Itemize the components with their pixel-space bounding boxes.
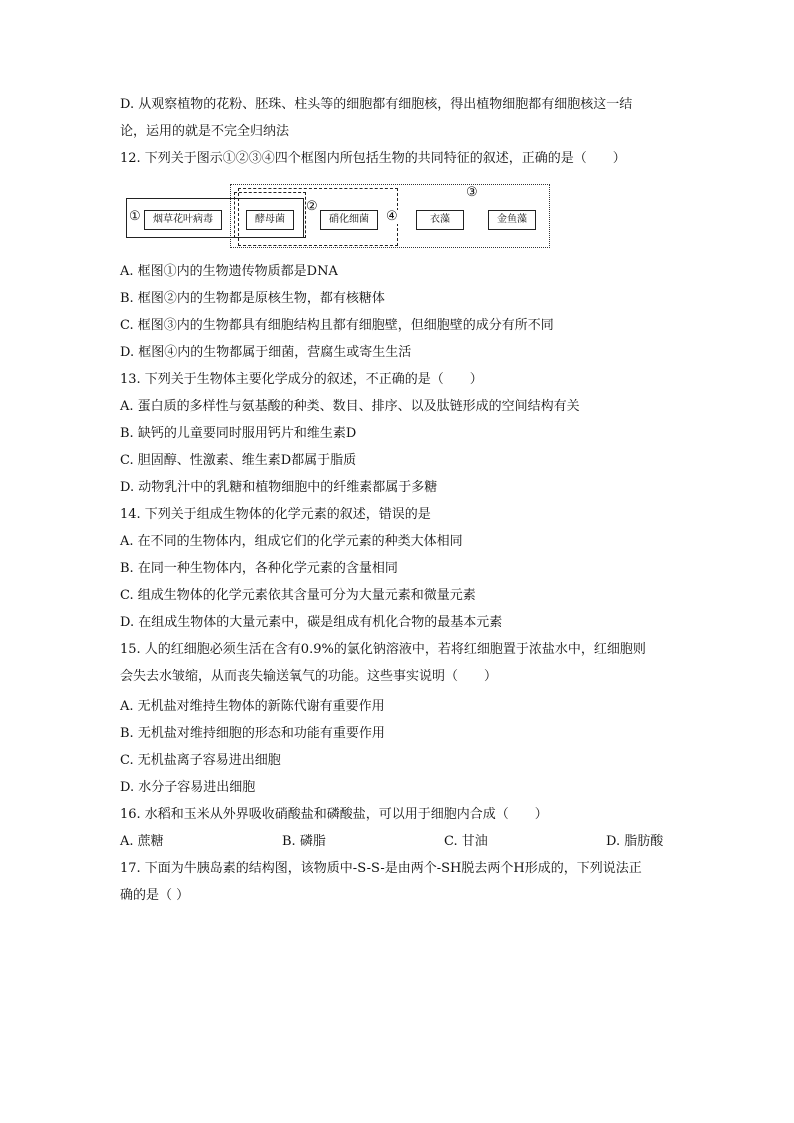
- text-line: 16. 水稻和玉米从外界吸收硝酸盐和磷酸盐，可以用于细胞内合成（ ）: [120, 807, 548, 822]
- text-line: D. 从观察植物的花粉、胚珠、柱头等的细胞都有细胞核，得出植物细胞都有细胞核这一结: [120, 97, 633, 112]
- frame-4-label: ④: [386, 209, 398, 224]
- q16-option: B. 磷脂: [282, 834, 326, 849]
- text-line: A. 在不同的生物体内，组成它们的化学元素的种类大体相同: [120, 534, 463, 549]
- text-line: B. 无机盐对维持细胞的形态和功能有重要作用: [120, 726, 385, 741]
- text-line: C. 无机盐离子容易进出细胞: [120, 753, 281, 768]
- text-line: D. 在组成生物体的大量元素中，碳是组成有机化合物的最基本元素: [120, 615, 503, 630]
- text-line: C. 框图③内的生物都具有细胞结构且都有细胞壁，但细胞壁的成分有所不同: [120, 318, 554, 333]
- text-line: D. 水分子容易进出细胞: [120, 780, 256, 795]
- text-line: 会失去水皱缩，从而丧失输送氧气的功能。这些事实说明（ ）: [120, 669, 498, 684]
- text-line: A. 蛋白质的多样性与氨基酸的种类、数目、排序、以及肽链形成的空间结构有关: [120, 399, 580, 414]
- organism-box-hornwort: 金鱼藻: [488, 210, 536, 230]
- text-line: 14. 下列关于组成生物体的化学元素的叙述，错误的是: [120, 507, 431, 522]
- organism-box-yeast: 酵母菌: [246, 210, 294, 230]
- text-line: B. 框图②内的生物都是原核生物，都有核糖体: [120, 291, 385, 306]
- text-line: 确的是（ ）: [120, 888, 190, 903]
- text-line: 论，运用的就是不完全归纳法: [120, 124, 290, 139]
- text-line: A. 框图①内的生物遗传物质都是DNA: [120, 264, 338, 279]
- text-line: 13. 下列关于生物体主要化学成分的叙述，不正确的是（ ）: [120, 372, 483, 387]
- q16-option: C. 甘油: [444, 834, 488, 849]
- organism-box-nitrifying-bacteria: 硝化细菌: [320, 210, 378, 230]
- text-line: C. 组成生物体的化学元素依其含量可分为大量元素和微量元素: [120, 588, 476, 603]
- classification-diagram: [118, 180, 558, 252]
- frame-2-label: ②: [306, 199, 318, 214]
- text-line: A. 无机盐对维持生物体的新陈代谢有重要作用: [120, 699, 385, 714]
- q16-option: D. 脂肪酸: [606, 834, 664, 849]
- text-line: D. 动物乳汁中的乳糖和植物细胞中的纤维素都属于多糖: [120, 480, 438, 495]
- text-line: C. 胆固醇、性激素、维生素D都属于脂质: [120, 453, 357, 468]
- text-line: B. 缺钙的儿童要同时服用钙片和维生素D: [120, 426, 357, 441]
- text-line: 12. 下列关于图示①②③④四个框图内所包括生物的共同特征的叙述，正确的是（ ）: [120, 151, 626, 166]
- organism-box-tmv: 烟草花叶病毒: [144, 210, 222, 230]
- text-line: 17. 下面为牛胰岛素的结构图，该物质中-S-S-是由两个-SH脱去两个H形成的，下列说法正: [120, 861, 642, 876]
- organism-box-chlamydomonas: 衣藻: [416, 210, 464, 230]
- text-line: B. 在同一种生物体内，各种化学元素的含量相同: [120, 561, 398, 576]
- text-line: 15. 人的红细胞必须生活在含有0.9%的氯化钠溶液中，若将红细胞置于浓盐水中，红细胞则: [120, 642, 646, 657]
- frame-3-label: ③: [466, 185, 478, 200]
- frame-1-label: ①: [129, 209, 141, 224]
- text-line: D. 框图④内的生物都属于细菌，营腐生或寄生生活: [120, 345, 412, 360]
- q16-option: A. 蔗糖: [120, 834, 164, 849]
